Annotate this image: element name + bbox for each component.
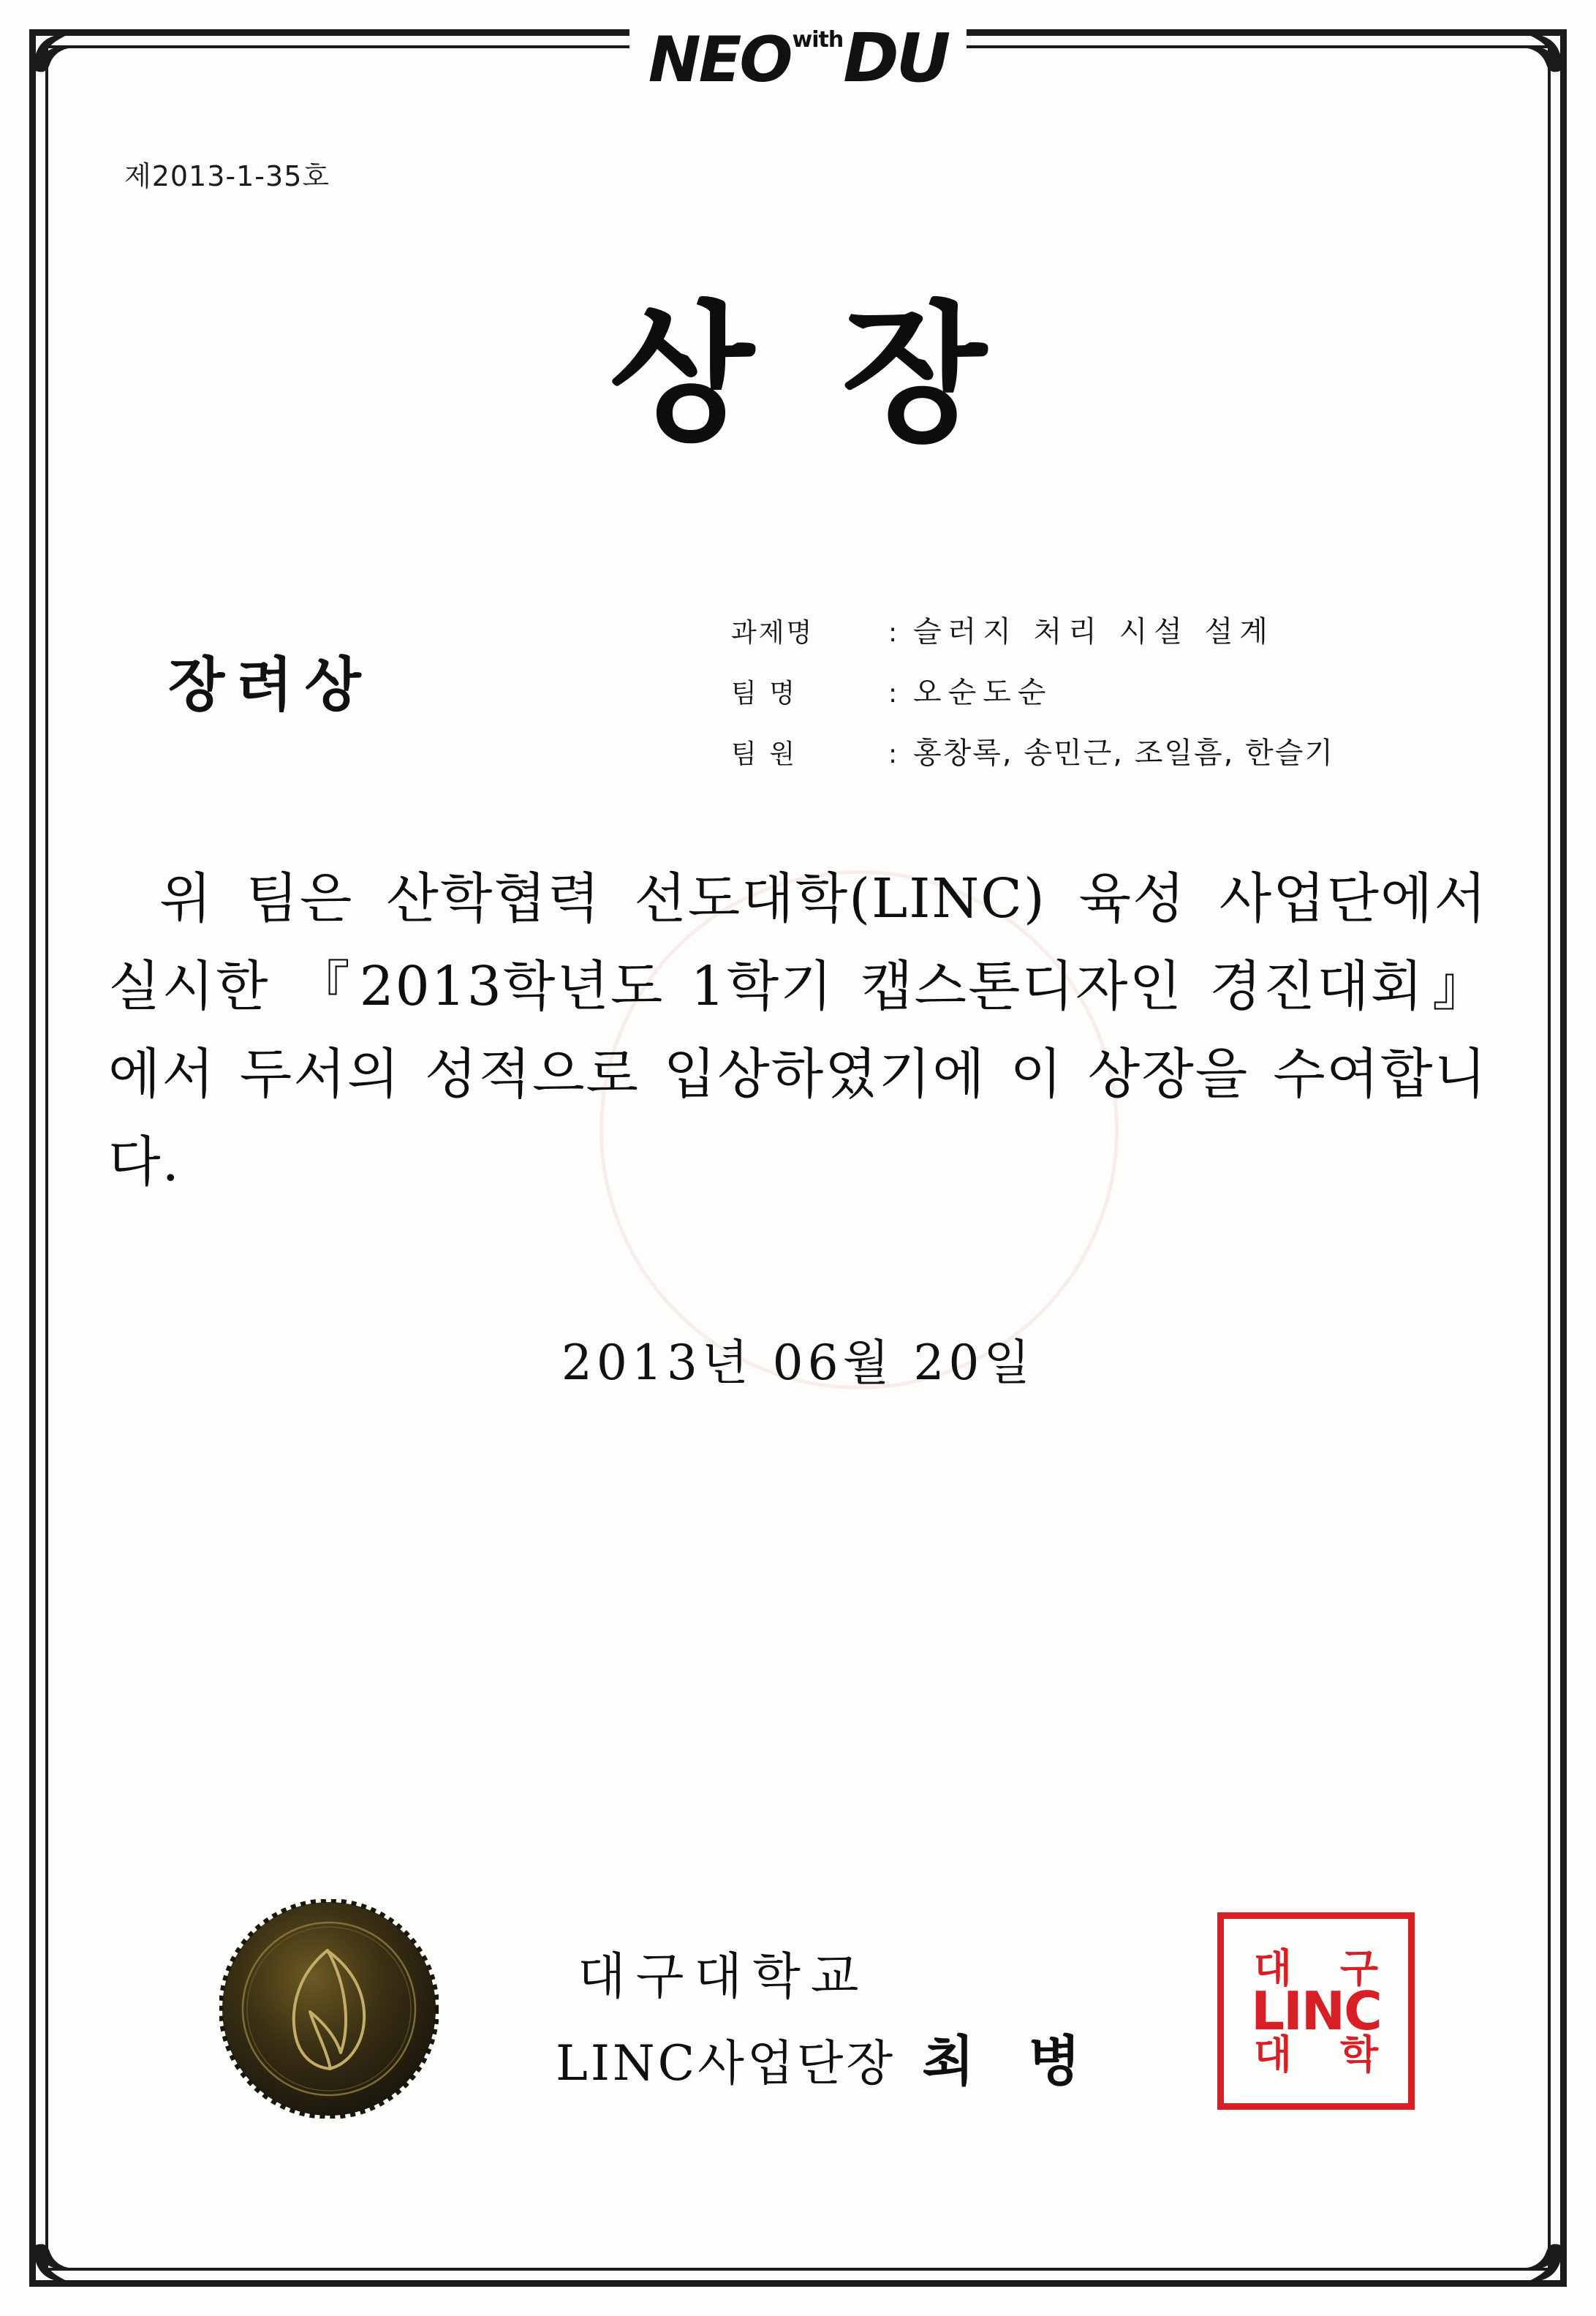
- signature-block: [88, 1885, 1508, 2119]
- stamp-char-2: 구: [1339, 1945, 1379, 1991]
- logo-neo-text: NEO: [648, 23, 791, 97]
- meta-row-members: [731, 730, 1508, 772]
- issuer-lines: [556, 1937, 1098, 2096]
- university-seal-icon: [219, 1899, 439, 2119]
- award-section: [88, 600, 1508, 812]
- meta-colon-project: :: [888, 618, 898, 648]
- logo-with-text: with: [792, 27, 844, 53]
- meta-label-project: 과제명: [731, 618, 814, 648]
- certificate-content: [88, 124, 1508, 2236]
- meta-row-project: [731, 608, 1508, 650]
- issuer-organization: 대구대학교: [578, 1948, 869, 2006]
- meta-colon-members: :: [888, 739, 898, 769]
- meta-label-team: 팀 명: [731, 679, 797, 709]
- meta-value-members: 홍창록, 송민근, 조일흠, 한슬기: [913, 736, 1334, 770]
- logo-du-text: DU: [843, 18, 948, 97]
- stamp-char-4: 학: [1339, 2031, 1379, 2078]
- project-meta-list: [731, 608, 1508, 791]
- certificate-date: 2013년 06월 20일: [561, 1335, 1035, 1391]
- certificate-title: 상장: [609, 287, 1075, 462]
- official-red-stamp-icon: [1217, 1912, 1415, 2110]
- award-grade: 장려상: [168, 650, 373, 719]
- meta-value-project: 슬러지 처리 시설 설계: [913, 615, 1274, 649]
- meta-value-team: 오순도순: [913, 676, 1053, 709]
- certificate-body-text: 위 팀은 산학협력 선도대학(LINC) 육성 사업단에서 실시한 『2013학년도 1학기 캡스톤디자인 경진대회』에서 두서의 성적으로 입상하였기에 이 상장을 수여합니다.: [108, 867, 1488, 1193]
- signer-name: 최 병: [922, 2030, 1098, 2093]
- meta-row-team: [731, 669, 1508, 711]
- issuer-title: LINC사업단장: [556, 2035, 896, 2091]
- stamp-center-text: LINC: [1251, 1980, 1381, 2042]
- document-number: 제2013-1-35호: [124, 160, 330, 192]
- meta-colon-team: :: [888, 679, 898, 709]
- stamp-char-1: 대: [1253, 1945, 1293, 1991]
- stamp-char-3: 대: [1253, 2031, 1293, 2078]
- meta-label-members: 팀 원: [731, 739, 797, 769]
- brand-logo: [0, 15, 1596, 102]
